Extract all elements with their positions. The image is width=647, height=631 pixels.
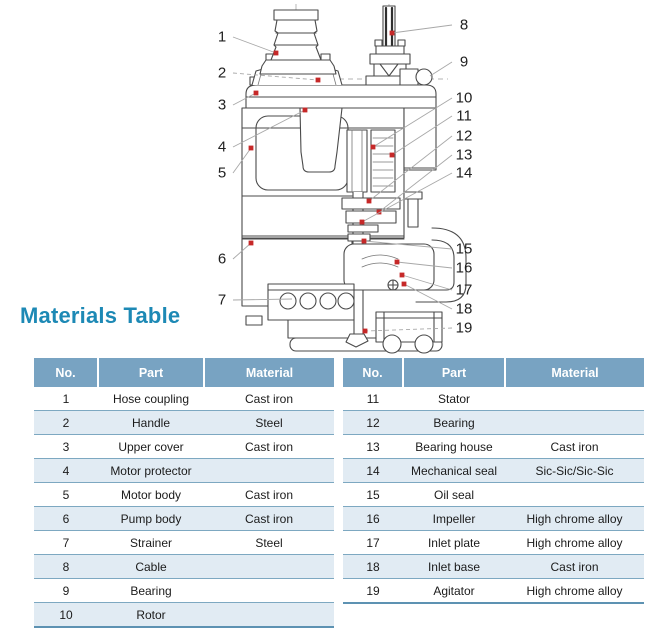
callout-label-17: 17 xyxy=(455,281,473,299)
table-row xyxy=(343,555,644,579)
cell-no: 17 xyxy=(366,535,380,550)
rotor-stator xyxy=(347,130,395,192)
cell-part: Agitator xyxy=(433,583,475,598)
column-header: Material xyxy=(505,358,644,387)
cell-no: 13 xyxy=(366,439,380,454)
callout-label-12: 12 xyxy=(455,127,473,145)
callout-label-2: 2 xyxy=(217,64,227,82)
materials-table-right xyxy=(343,358,644,604)
table-header-row xyxy=(343,358,644,387)
table-row xyxy=(343,387,644,411)
page-title: Materials Table xyxy=(20,303,181,328)
table-row xyxy=(34,435,334,459)
cell-part: Bearing xyxy=(403,411,505,435)
callout-dot-14 xyxy=(360,220,365,225)
table-row xyxy=(34,483,334,507)
callout-label-1: 1 xyxy=(217,28,227,46)
cell-material xyxy=(505,411,644,435)
cell-no: 10 xyxy=(34,603,98,628)
callout-dot-2 xyxy=(316,78,321,83)
callout-label-19: 19 xyxy=(455,319,473,337)
leader-line-8 xyxy=(392,25,452,33)
cell-part: Motor body xyxy=(120,487,182,502)
table-header-row xyxy=(34,358,334,387)
cell-no: 5 xyxy=(62,487,70,502)
cell-part: Stator xyxy=(437,391,470,406)
callout-label-8: 8 xyxy=(459,16,469,34)
cell-material xyxy=(204,603,334,628)
callout-dot-18 xyxy=(402,282,407,287)
callout-label-15: 15 xyxy=(455,240,473,258)
callout-label-5: 5 xyxy=(217,164,227,182)
column-header: Material xyxy=(204,358,334,387)
cell-material: Cast iron xyxy=(505,555,644,579)
cell-material: Cast iron xyxy=(244,439,294,454)
cable-gland xyxy=(366,6,432,85)
cell-no: 19 xyxy=(366,583,380,598)
table-row xyxy=(34,411,334,435)
cell-material xyxy=(505,483,644,507)
table-row xyxy=(34,579,334,603)
cell-material: Cast iron xyxy=(204,507,334,531)
cell-material xyxy=(204,555,334,579)
motor-protector xyxy=(300,108,342,172)
table-row xyxy=(34,507,334,531)
table-row xyxy=(343,579,644,604)
callout-label-9: 9 xyxy=(459,53,469,71)
callout-label-14: 14 xyxy=(455,164,473,182)
table-row xyxy=(343,411,644,435)
table-row xyxy=(343,435,644,459)
cell-part: Motor protector xyxy=(98,459,204,483)
cell-material xyxy=(204,579,334,603)
table-row xyxy=(34,531,334,555)
cell-no: 9 xyxy=(62,583,70,598)
cell-no: 11 xyxy=(366,391,380,406)
cell-part: Bearing house xyxy=(415,439,493,454)
callout-dot-10 xyxy=(371,145,376,150)
strainer xyxy=(268,284,354,338)
cell-part: Strainer xyxy=(129,535,173,550)
column-header: No. xyxy=(343,358,403,387)
cell-material: Cast iron xyxy=(550,439,599,454)
table-row xyxy=(343,459,644,483)
cell-no: 2 xyxy=(34,411,98,435)
callout-label-10: 10 xyxy=(455,89,473,107)
cell-no: 16 xyxy=(343,507,403,531)
table-row xyxy=(34,555,334,579)
cell-material xyxy=(505,387,644,411)
cell-material: Cast iron xyxy=(244,487,294,502)
cell-no: 3 xyxy=(62,439,70,454)
callout-dot-4 xyxy=(303,108,308,113)
cell-part: Mechanical seal xyxy=(403,459,505,483)
cell-part: Oil seal xyxy=(433,487,474,502)
cell-no: 4 xyxy=(34,459,98,483)
cell-no: 14 xyxy=(343,459,403,483)
table-row xyxy=(343,531,644,555)
callout-dot-19 xyxy=(363,329,368,334)
table-row xyxy=(34,459,334,483)
cell-part: Pump body xyxy=(98,507,204,531)
cell-part: Upper cover xyxy=(118,439,184,454)
cell-material: Cast iron xyxy=(244,391,294,406)
callout-label-18: 18 xyxy=(455,300,473,318)
callout-label-7: 7 xyxy=(217,291,227,309)
materials-table-left xyxy=(34,358,334,628)
hose-coupling xyxy=(260,10,336,74)
cell-no: 18 xyxy=(343,555,403,579)
callout-dot-1 xyxy=(274,51,279,56)
cell-part: Inlet base xyxy=(403,555,505,579)
column-header: Part xyxy=(403,358,505,387)
callout-dot-16 xyxy=(395,260,400,265)
callout-dot-17 xyxy=(400,273,405,278)
cell-material: High chrome alloy xyxy=(526,583,623,598)
table-row xyxy=(34,387,334,411)
callout-label-16: 16 xyxy=(455,259,473,277)
callout-dot-8 xyxy=(390,31,395,36)
cell-part: Hose coupling xyxy=(112,391,190,406)
cell-part: Handle xyxy=(98,411,204,435)
cell-part: Bearing xyxy=(130,583,172,598)
cell-no: 8 xyxy=(34,555,98,579)
callout-dot-5 xyxy=(249,146,254,151)
cell-part: Rotor xyxy=(98,603,204,628)
cell-no: 15 xyxy=(366,487,380,502)
cell-no: 7 xyxy=(62,535,70,550)
callout-dot-15 xyxy=(362,239,367,244)
cell-no: 1 xyxy=(62,391,70,406)
callout-label-3: 3 xyxy=(217,96,227,114)
cell-material: Steel xyxy=(204,411,334,435)
cell-material: Sic-Sic/Sic-Sic xyxy=(505,459,644,483)
cell-material xyxy=(204,459,334,483)
cell-material: Steel xyxy=(255,535,283,550)
table-row xyxy=(343,483,644,507)
leader-line-1 xyxy=(233,37,276,53)
table-row xyxy=(34,603,334,628)
callout-dot-6 xyxy=(249,241,254,246)
cell-material: High chrome alloy xyxy=(505,507,644,531)
column-header: No. xyxy=(34,358,98,387)
leader-line-9 xyxy=(430,62,452,76)
callout-label-6: 6 xyxy=(217,250,227,268)
callout-label-11: 11 xyxy=(456,107,472,125)
cell-part: Cable xyxy=(98,555,204,579)
table-row xyxy=(343,507,644,531)
cell-part: Inlet plate xyxy=(427,535,481,550)
cell-material: High chrome alloy xyxy=(526,535,623,550)
cell-no: 6 xyxy=(34,507,98,531)
callout-label-4: 4 xyxy=(217,138,227,156)
cell-no: 12 xyxy=(343,411,403,435)
callout-dot-11 xyxy=(390,153,395,158)
cell-part: Impeller xyxy=(403,507,505,531)
column-header: Part xyxy=(98,358,204,387)
callout-label-13: 13 xyxy=(455,146,473,164)
callout-dot-12 xyxy=(367,199,372,204)
callout-dot-3 xyxy=(254,91,259,96)
